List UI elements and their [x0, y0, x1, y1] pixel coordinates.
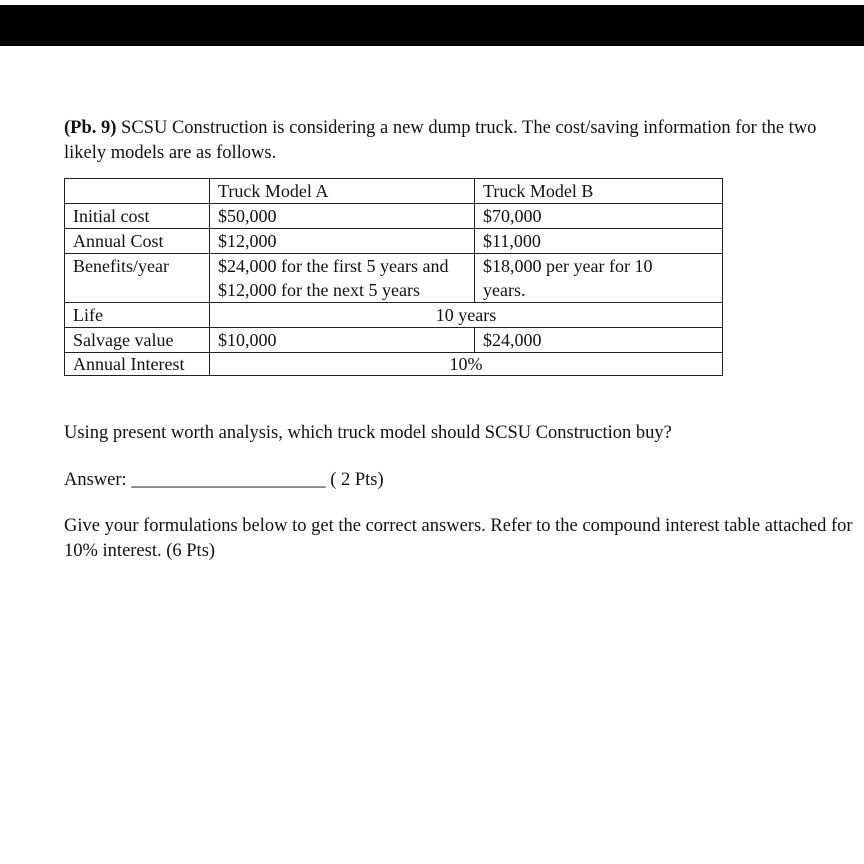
row-label-interest: Annual Interest: [65, 353, 210, 376]
header-empty-cell: [65, 179, 210, 204]
life-value: 10 years: [210, 303, 723, 328]
problem-text: SCSU Construction is considering a new dump truck. The cost/saving information for the two likely models are as follows.: [64, 118, 817, 163]
formulation-instructions: Give your formulations below to get the correct answers. Refer to the compound interest table attached for 10% interest. (6 Pts): [64, 516, 853, 561]
problem-statement: [64, 116, 859, 166]
answer-line: [64, 468, 384, 492]
row-label-life: Life: [65, 303, 210, 328]
problem-label: (Pb. 9): [64, 118, 117, 138]
benefits-a: $24,000 for the first 5 years and $12,000 for the next 5 years: [210, 254, 475, 303]
table-row: [65, 254, 723, 303]
table-row: [65, 303, 723, 328]
row-label-salvage: Salvage value: [65, 328, 210, 353]
initial-cost-b: $70,000: [475, 204, 723, 229]
table-header-row: [65, 179, 723, 204]
table-row: [65, 353, 723, 376]
table-row: [65, 229, 723, 254]
row-label-benefits: Benefits/year: [65, 254, 210, 303]
annual-cost-b: $11,000: [475, 229, 723, 254]
initial-cost-a: $50,000: [210, 204, 475, 229]
salvage-b: $24,000: [475, 328, 723, 353]
question-text: Using present worth analysis, which truck model should SCSU Construction buy?: [64, 423, 672, 443]
top-black-bar: [0, 5, 864, 46]
answer-points: ( 2 Pts): [330, 470, 384, 490]
answer-label: Answer:: [64, 470, 127, 490]
header-truck-b: Truck Model B: [475, 179, 723, 204]
table-row: [65, 328, 723, 353]
answer-blank[interactable]: _____________________: [131, 470, 326, 490]
annual-cost-a: $12,000: [210, 229, 475, 254]
benefits-b: $18,000 per year for 10 years.: [475, 254, 723, 303]
interest-value: 10%: [210, 353, 723, 376]
salvage-a: $10,000: [210, 328, 475, 353]
truck-comparison-table: [64, 178, 723, 376]
row-label-initial-cost: Initial cost: [65, 204, 210, 229]
table-row: [65, 204, 723, 229]
row-label-annual-cost: Annual Cost: [65, 229, 210, 254]
header-truck-a: Truck Model A: [210, 179, 475, 204]
